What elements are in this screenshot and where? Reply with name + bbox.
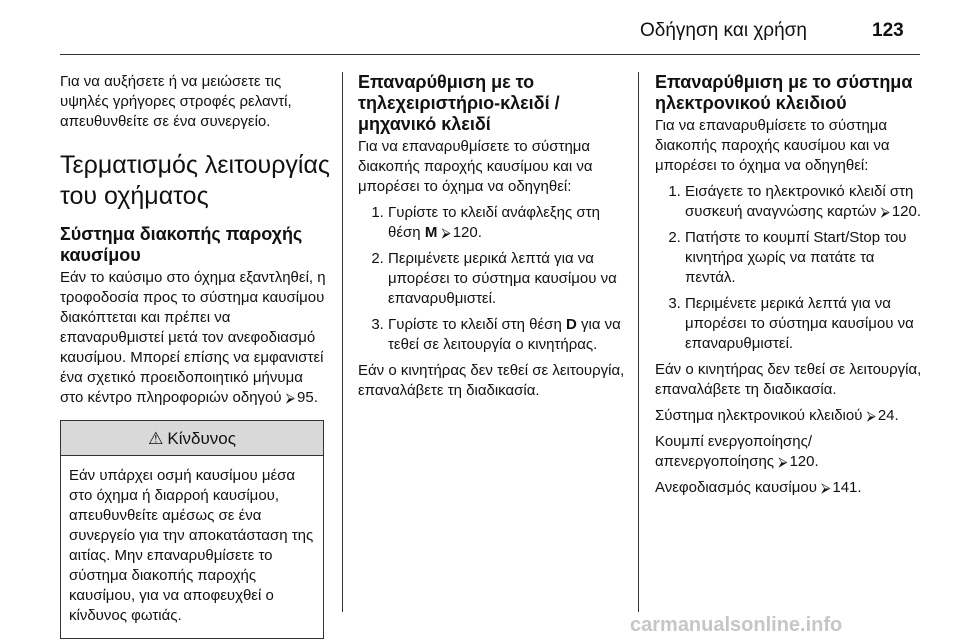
column-divider-1 (342, 72, 343, 612)
page-reference-link[interactable]: 141. (832, 479, 862, 496)
section-heading-remote-key: Επαναρύθμιση με το τηλεχειριστήριο-κλειδί / μηχανικό κλειδί (358, 72, 560, 134)
electronic-key-steps (655, 182, 925, 354)
page-reference-icon: ⮚ (441, 225, 451, 240)
section-heading-electronic-key: Επαναρύθμιση με το σύστημα ηλεκτρονικού κλειδιού (655, 72, 913, 113)
page-header-title: Οδήγηση και χρήση (640, 20, 807, 41)
page-reference-link[interactable]: 24. (877, 407, 899, 424)
electronic-key-intro: Για να επαναρυθμίσετε το σύστημα διακοπής παροχής καυσίμου και να μπορέσει το όχημα να οδηγηθεί: (655, 117, 890, 174)
cross-reference: Ανεφοδιασμός καυσίμου ⮚ 141. (655, 479, 862, 496)
cross-reference: Κουμπί ενεργοποίησης/απενεργοποίησης ⮚ 120. (655, 433, 819, 470)
remote-key-steps (358, 203, 628, 355)
remote-key-intro: Για να επαναρυθμίσετε το σύστημα διακοπής παροχής καυσίμου και να μπορέσει το όχημα να οδηγηθεί: (358, 138, 593, 195)
column-2 (358, 72, 628, 407)
subsection-heading: Σύστημα διακοπής παροχής καυσίμου (60, 224, 303, 265)
electronic-key-outro: Εάν ο κινητήρας δεν τεθεί σε λειτουργία, επαναλάβετε τη διαδικασία. (655, 361, 922, 398)
cross-reference: Σύστημα ηλεκτρονικού κλειδιού ⮚ 24. (655, 407, 899, 424)
list-item: 1. Εισάγετε το ηλεκτρονικό κλειδί στη συσκευή αναγνώσης καρτών ⮚ 120. (685, 182, 925, 222)
page-reference-icon: ⮚ (866, 408, 876, 423)
danger-text: Εάν υπάρχει οσμή καυσίμου μέσα στο όχημα ή διαρροή καυσίμου, απευθυνθείτε αμέσως σε ένα συνεργείο για την αποκατάσταση της αιτίας. Μην επαναρυθμίσετε το σύστημα διακοπής παροχής καυσίμου, για να αποφευχθεί ο κίνδυνος φωτιάς. (69, 467, 314, 624)
danger-title: Κίνδυνος (167, 429, 236, 448)
list-item: 1. Γυρίστε το κλειδί ανάφλεξης στη θέση M ⮚ 120. (388, 203, 628, 243)
list-item: 2. Πατήστε το κουμπί Start/Stop του κινητήρα χωρίς να πατάτε τα πεντάλ. (685, 228, 925, 288)
list-item: 3. Περιμένετε μερικά λεπτά για να μπορέσει το σύστημα καυσίμου να επαναρυθμιστεί. (685, 294, 925, 354)
column-3 (655, 72, 925, 504)
page-reference-link[interactable]: 120. (452, 224, 482, 241)
column-divider-2 (638, 72, 639, 612)
page-number: 123 (872, 20, 904, 41)
danger-box (60, 420, 324, 639)
warning-triangle-icon: ⚠ (148, 429, 164, 448)
column-1 (60, 72, 330, 639)
header-divider (60, 54, 920, 55)
fuel-cutoff-text: Εάν το καύσιμο στο όχημα εξαντληθεί, η τροφοδοσία προς το σύστημα καυσίμου διακόπτεται και πρέπει να επαναρυθμιστεί μετά τον ανεφοδιασμό καυσίμου. Μπορεί επίσης να εμφανιστεί ένα σχετικό προειδοποιητικό μήνυμα στο κέντρο πληροφοριών οδηγού (60, 269, 326, 406)
danger-header (61, 421, 323, 456)
page-reference-icon: ⮚ (821, 480, 831, 495)
intro-paragraph: Για να αυξήσετε ή να μειώσετε τις υψηλές γρήγορες στροφές ρελαντί, απευθυνθείτε σε ένα συνεργείο. (60, 73, 292, 130)
page-reference-icon: ⮚ (778, 454, 788, 469)
page-reference-icon: ⮚ (880, 204, 890, 219)
section-heading: Τερματισμός λειτουργίας του οχήματος (60, 151, 330, 210)
list-item: 3. Γυρίστε το κλειδί στη θέση D για να τεθεί σε λειτουργία ο κινητήρας. (388, 315, 628, 355)
page-reference-link[interactable]: 120. (789, 453, 819, 470)
page-reference-icon: ⮚ (285, 390, 296, 405)
page-reference-link[interactable]: 95. (297, 389, 318, 406)
remote-key-outro: Εάν ο κινητήρας δεν τεθεί σε λειτουργία, επαναλάβετε τη διαδικασία. (358, 362, 625, 399)
fuel-cutoff-paragraph (60, 268, 330, 408)
page-reference-link[interactable]: 120. (891, 203, 922, 220)
list-item: 2. Περιμένετε μερικά λεπτά για να μπορέσει το σύστημα καυσίμου να επαναρυθμιστεί. (388, 249, 628, 309)
watermark: carmanualsonline.info (630, 614, 843, 636)
